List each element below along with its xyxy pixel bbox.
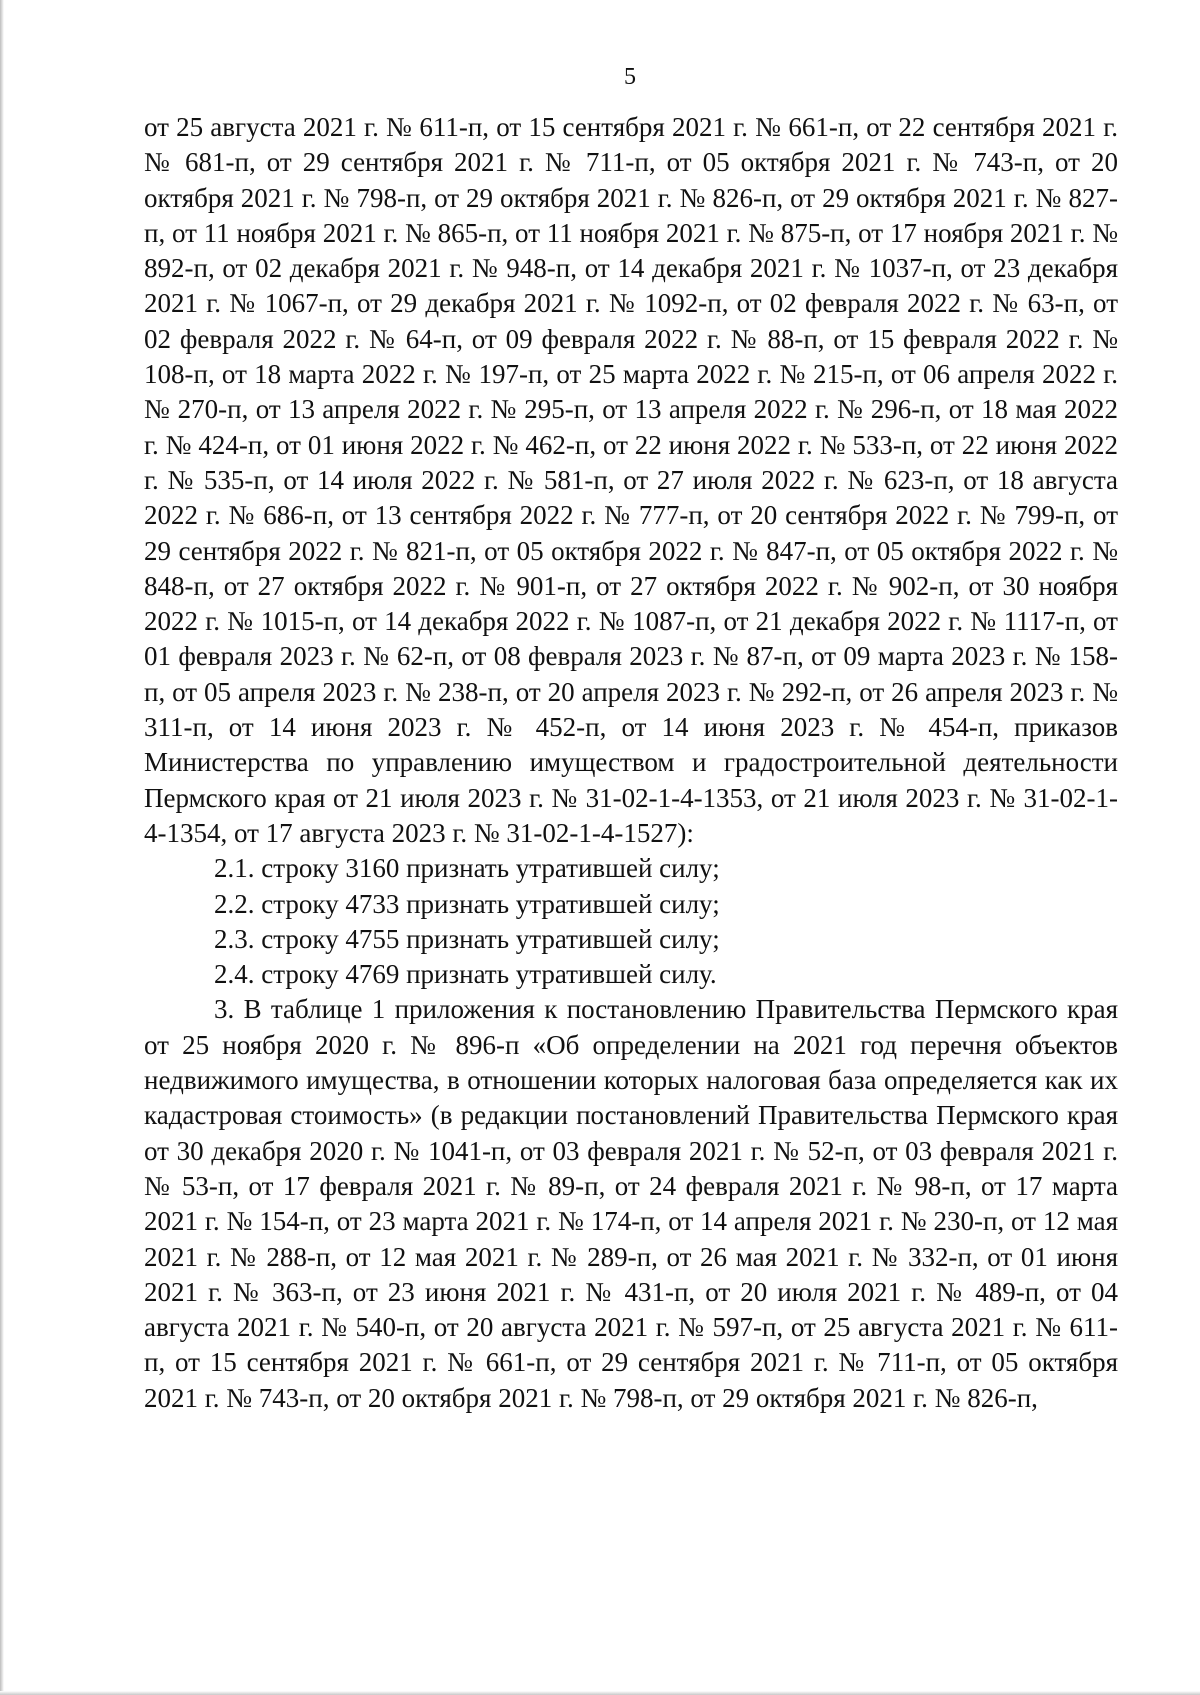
- list-item-2-2: 2.2. строку 4733 признать утратившей силу;: [214, 888, 720, 919]
- list-item-2-4: 2.4. строку 4769 признать утратившей силу.: [214, 959, 717, 990]
- paragraph-section-3: 3. В таблице 1 приложения к постановлению Правительства Пермского края от 25 ноября 2020 г. № 896-п «Об определении на 2021 год перечня объектов недвижимого имущества, в отношении которых налоговая база определяется как их кадастровая стоимость» (в редакции постановлений Правительства Пермского края от 30 декабря 2020 г. № 1041-п, от 03 февраля 2021 г. № 52-п, от 03 февраля 2021 г. № 53-п, от 17 февраля 2021 г. № 89-п, от 24 февраля 2021 г. № 98-п, от 17 марта 2021 г. № 154-п, от 23 марта 2021 г. № 174-п, от 14 апреля 2021 г. № 230-п, от 12 мая 2021 г. № 288-п, от 12 мая 2021 г. № 289-п, от 26 мая 2021 г. № 332-п, от 01 июня 2021 г. № 363-п, от 23 июня 2021 г. № 431-п, от 20 июля 2021 г. № 489-п, от 04 августа 2021 г. № 540-п, от 20 августа 2021 г. № 597-п, от 25 августа 2021 г. № 611-п, от 15 сентября 2021 г. № 661-п, от 29 сентября 2021 г. № 711-п, от 05 октября 2021 г. № 743-п, от 20 октября 2021 г. № 798-п, от 29 октября 2021 г. № 826-п,: [144, 994, 1118, 1413]
- paragraph-continuation: от 25 августа 2021 г. № 611-п, от 15 сентября 2021 г. № 661-п, от 22 сентября 2021 г. № 681-п, от 29 сентября 2021 г. № 711-п, от 05 октября 2021 г. № 743-п, от 20 октября 2021 г. № 798-п, от 29 октября 2021 г. № 826-п, от 29 октября 2021 г. № 827-п, от 11 ноября 2021 г. № 865-п, от 11 ноября 2021 г. № 875-п, от 17 ноября 2021 г. № 892-п, от 02 декабря 2021 г. № 948-п, от 14 декабря 2021 г. № 1037-п, от 23 декабря 2021 г. № 1067-п, от 29 декабря 2021 г. № 1092-п, от 02 февраля 2022 г. № 63-п, от 02 февраля 2022 г. № 64-п, от 09 февраля 2022 г. № 88-п, от 15 февраля 2022 г. № 108-п, от 18 марта 2022 г. № 197-п, от 25 марта 2022 г. № 215-п, от 06 апреля 2022 г. № 270-п, от 13 апреля 2022 г. № 295-п, от 13 апреля 2022 г. № 296-п, от 18 мая 2022 г. № 424-п, от 01 июня 2022 г. № 462-п, от 22 июня 2022 г. № 533-п, от 22 июня 2022 г. № 535-п, от 14 июля 2022 г. № 581-п, от 27 июля 2022 г. № 623-п, от 18 августа 2022 г. № 686-п, от 13 сентября 2022 г. № 777-п, от 20 сентября 2022 г. № 799-п, от 29 сентября 2022 г. № 821-п, от 05 октября 2022 г. № 847-п, от 05 октября 2022 г. № 848-п, от 27 октября 2022 г. № 901-п, от 27 октября 2022 г. № 902-п, от 30 ноября 2022 г. № 1015-п, от 14 декабря 2022 г. № 1087-п, от 21 декабря 2022 г. № 1117-п, от 01 февраля 2023 г. № 62-п, от 08 февраля 2023 г. № 87-п, от 09 марта 2023 г. № 158-п, от 05 апреля 2023 г. № 238-п, от 20 апреля 2023 г. № 292-п, от 26 апреля 2023 г. № 311-п, от 14 июня 2023 г. № 452-п, от 14 июня 2023 г. № 454-п, приказов Министерства по управлению имуществом и градостроительной деятельности Пермского края от 21 июля 2023 г. № 31-02-1-4-1353, от 21 июля 2023 г. № 31-02-1-4-1354, от 17 августа 2023 г. № 31-02-1-4-1527):: [144, 112, 1118, 848]
- list-item-2-3: 2.3. строку 4755 признать утратившей силу;: [214, 923, 720, 954]
- scan-left-edge: [0, 0, 4, 1695]
- document-body: [144, 110, 1118, 1416]
- page-number: 5: [624, 64, 636, 90]
- list-item-2-1: 2.1. строку 3160 признать утратившей силу;: [214, 853, 720, 884]
- scan-bottom-edge: [0, 1691, 1200, 1695]
